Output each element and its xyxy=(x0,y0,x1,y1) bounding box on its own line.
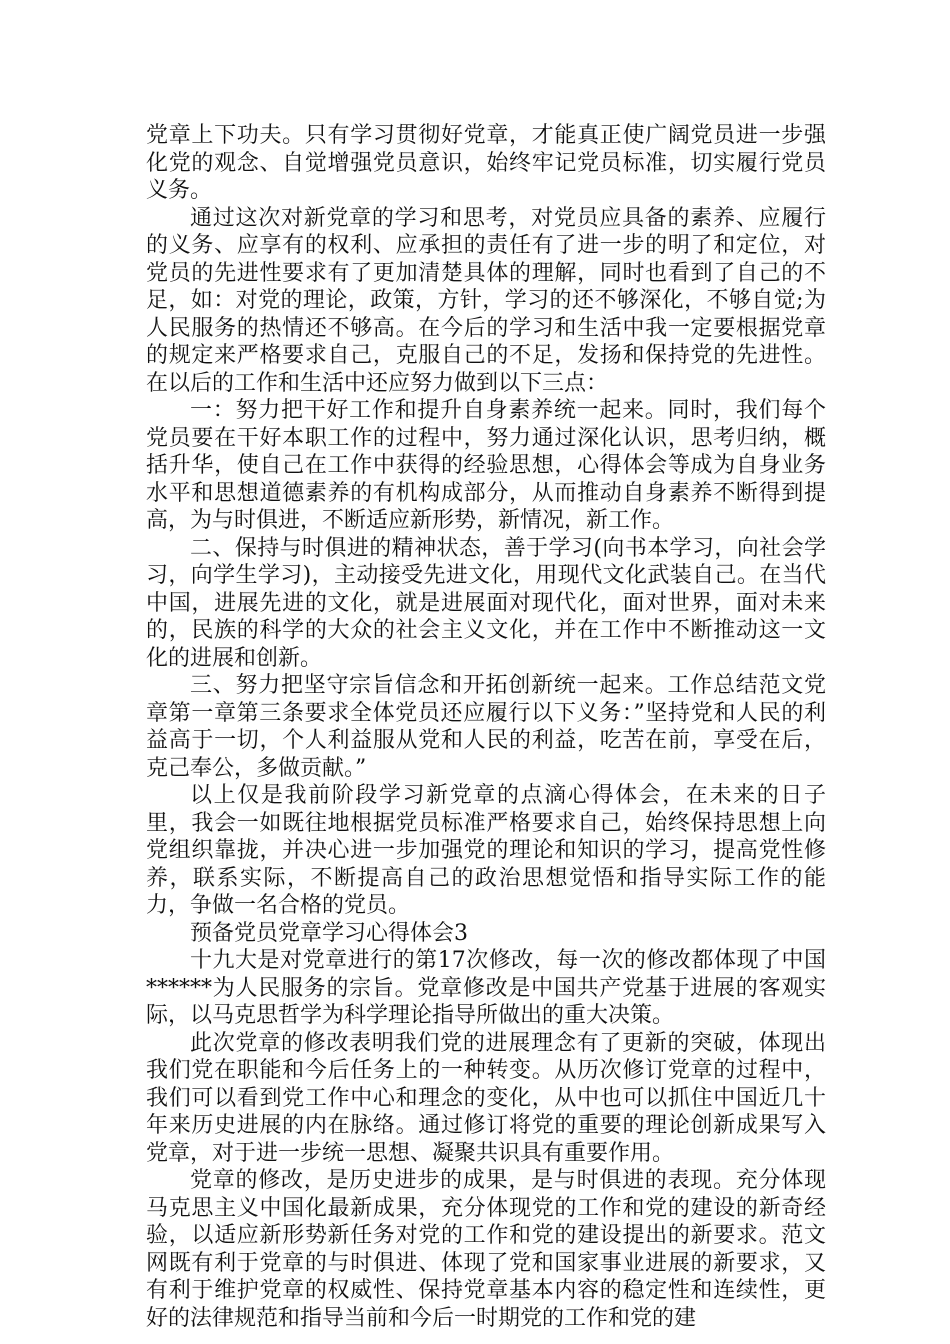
paragraph-continuation: 党章上下功夫。只有学习贯彻好党章，才能真正使广阔党员进一步强化党的观念、自觉增强党员意识，始终牢记党员标准，切实履行党员义务。 xyxy=(146,123,826,203)
document-body xyxy=(146,122,826,1332)
paragraph: 此次党章的修改表明我们党的进展理念有了更新的突破，体现出我们党在职能和今后任务上的一种转变。从历次修订党章的过程中，我们可以看到党工作中心和理念的变化，从中也可以抓住中国近几十年来历史进展的内在脉络。通过修订将党的重要的理论创新成果写入党章，对于进一步统一思想、凝聚共识具有重要作用。 xyxy=(146,1030,826,1166)
paragraph: 十九大是对党章进行的第17次修改，每一次的修改都体现了中国******为人民服务的宗旨。党章修改是中国共产党基于进展的客观实际，以马克思哲学为科学理论指导所做出的重大决策。 xyxy=(146,948,826,1028)
paragraph-point-three: 三、努力把坚守宗旨信念和开拓创新统一起来。工作总结范文党章第一章第三条要求全体党员还应履行以下义务：”坚持党和人民的利益高于一切，个人利益服从党和人民的利益，吃苦在前，享受在后，克己奉公，多做贡献。” xyxy=(146,673,826,781)
paragraph: 通过这次对新党章的学习和思考，对党员应具备的素养、应履行的义务、应享有的权利、应承担的责任有了进一步的明了和定位，对党员的先进性要求有了更加清楚具体的理解，同时也看到了自己的不足，如：对党的理论，政策，方针，学习的还不够深化，不够自觉;为人民服务的热情还不够高。在今后的学习和生活中我一定要根据党章的规定来严格要求自己，克服自己的不足，发扬和保持党的先进性。在以后的工作和生活中还应努力做到以下三点： xyxy=(146,205,826,396)
paragraph: 党章的修改，是历史进步的成果，是与时俱进的表现。充分体现马克思主义中国化最新成果，充分体现党的工作和党的建设的新奇经验，以适应新形势新任务对党的工作和党的建设提出的新要求。范文网既有利于党章的与时俱进、体现了党和国家事业进展的新要求，又有利于维护党章的权威性、保持党章基本内容的稳定性和连续性，更好的法律规范和指导当前和今后一时期党的工作和党的建 xyxy=(146,1168,826,1331)
paragraph-conclusion: 以上仅是我前阶段学习新党章的点滴心得体会，在未来的日子里，我会一如既往地根据党员标准严格要求自己，始终保持思想上向党组织靠拢，并决心进一步加强党的理论和知识的学习，提高党性修养，联系实际，不断提高自己的政治思想觉悟和指导实际工作的能力，争做一名合格的党员。 xyxy=(146,783,826,918)
section-title: 预备党员党章学习心得体会3 xyxy=(190,920,468,946)
paragraph-point-one: 一：努力把干好工作和提升自身素养统一起来。同时，我们每个党员要在干好本职工作的过程中，努力通过深化认识，思考归纳，概括升华，使自己在工作中获得的经验思想，心得体会等成为自身业务水平和思想道德素养的有机构成部分，从而推动自身素养不断得到提高，为与时俱进，不断适应新形势，新情况，新工作。 xyxy=(146,398,826,533)
paragraph-point-two: 二、保持与时俱进的精神状态，善于学习(向书本学习，向社会学习，向学生学习)，主动接受先进文化，用现代文化武装自己。在当代中国，进展先进的文化，就是进展面对现代化，面对世界，面对未来的，民族的科学的大众的社会主义文化，并在工作中不断推动这一文化的进展和创新。 xyxy=(146,535,826,671)
